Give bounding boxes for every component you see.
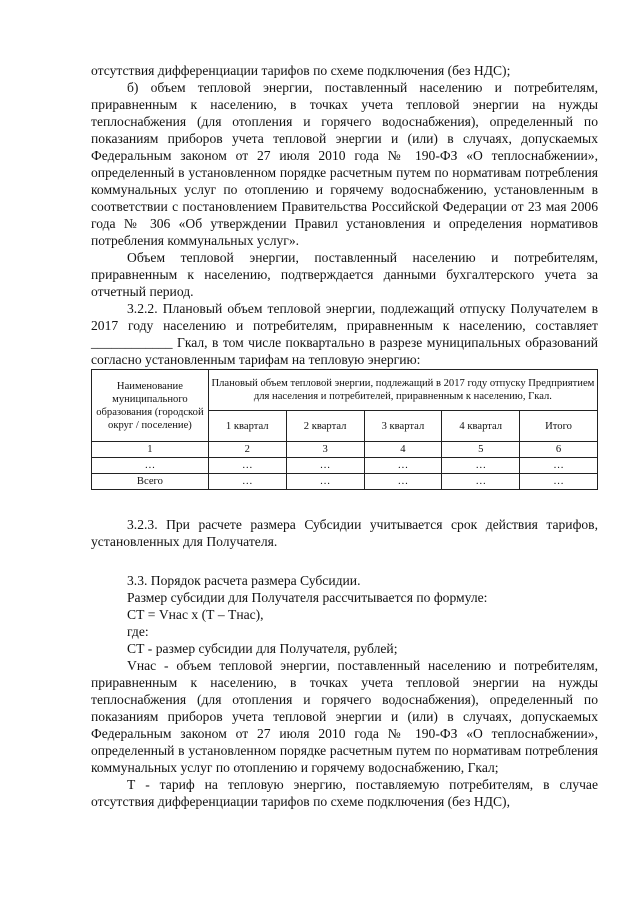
definition-t: Т - тариф на тепловую энергию, поставляемую потребителям, в случае отсутствия дифференциации тарифов по схеме подключения (без НДС), [91,777,598,809]
table-cell: 6 [520,442,598,458]
table-row [92,458,598,474]
table-cell: … [286,474,364,490]
table-cell: … [442,458,520,474]
table-cell: Всего [92,474,209,490]
definition-vnas: Vнас - объем тепловой энергии, поставленный населению и потребителям, приравненным к населению, в точках учета тепловой энергии на нужды теплоснабжения (для отопления и горячего водоснабжения), определенный по показаниям приборов учета тепловой энергии и (или) в случаях, допускаемых Федеральным законом от 27 июля 2010 года № 190-ФЗ «О теплоснабжении», определенный в установленном порядке расчетным путем по нормативам потребления коммунальных услуг по отоплению и горячему водоснабжению, Гкал; [91,658,598,775]
table-cell: … [208,458,286,474]
table-cell: … [208,474,286,490]
table-cell: … [364,474,442,490]
table-cell: 5 [442,442,520,458]
section-heading-3-3: 3.3. Порядок расчета размера Субсидии. [127,573,361,588]
paragraph-formula-intro: Размер субсидии для Получателя рассчитывается по формуле: [127,590,488,605]
paragraph-volume-confirmation: Объем тепловой энергии, поставленный населению и потребителям, приравненным к населению, подтверждается данными бухгалтерского учета за отчетный период. [91,250,598,299]
definition-st: СТ - размер субсидии для Получателя, рублей; [127,641,398,656]
table-header-planned-volume: Плановый объем тепловой энергии, подлежащий в 2017 году отпуску Предприятием для населения и потребителей, приравненным к населению, Гкал. [208,370,597,411]
paragraph-where: где: [127,624,149,639]
table-header-q1: 1 квартал [208,411,286,442]
planned-volume-table [91,369,598,490]
paragraph-item-b: б) объем тепловой энергии, поставленный населению и потребителям, приравненным к населению, в точках учета тепловой энергии на нужды теплоснабжения (для отопления и горячего водоснабжения), определенный по показаниям приборов учета тепловой энергии и (или) в случаях, допускаемых Федеральным законом от 27 июля 2010 года № 190-ФЗ «О теплоснабжении», определенный в установленном порядке расчетным путем по нормативам потребления коммунальных услуг по отоплению и горячему водоснабжению, установленным в соответствии с постановлением Правительства Российской Федерации от 23 мая 2006 года № 306 «Об утверждении Правил установления и определения нормативов потребления коммунальных услуг». [91,80,598,248]
paragraph-3-2-3: 3.2.3. При расчете размера Субсидии учитывается срок действия тарифов, установленных для Получателя. [91,517,598,549]
table-header-q4: 4 квартал [442,411,520,442]
table-cell: 2 [208,442,286,458]
table-header-total: Итого [520,411,598,442]
paragraph-continuation: отсутствия дифференциации тарифов по схеме подключения (без НДС); [91,63,511,78]
table-cell: 1 [92,442,209,458]
table-row-numbers [92,442,598,458]
table-header-q2: 2 квартал [286,411,364,442]
table-header-q3: 3 квартал [364,411,442,442]
table-cell: … [286,458,364,474]
table-cell: … [520,474,598,490]
table-cell: … [442,474,520,490]
table-cell: … [364,458,442,474]
table-cell: 4 [364,442,442,458]
document-page [91,62,598,810]
table-cell: … [92,458,209,474]
paragraph-3-2-2: 3.2.2. Плановый объем тепловой энергии, подлежащий отпуску Получателем в 2017 году населению и потребителям, приравненным к населению, составляет ____________ Гкал, в том числе поквартально в разрезе муниципальных образований согласно установленным тарифам на тепловую энергию: [91,301,598,367]
formula: СТ = Vнас x (Т – Тнас), [127,607,264,622]
table-cell: … [520,458,598,474]
table-cell: 3 [286,442,364,458]
table-header-municipality: Наименование муниципального образования (городской округ / поселение) [92,370,209,442]
table-row-total [92,474,598,490]
